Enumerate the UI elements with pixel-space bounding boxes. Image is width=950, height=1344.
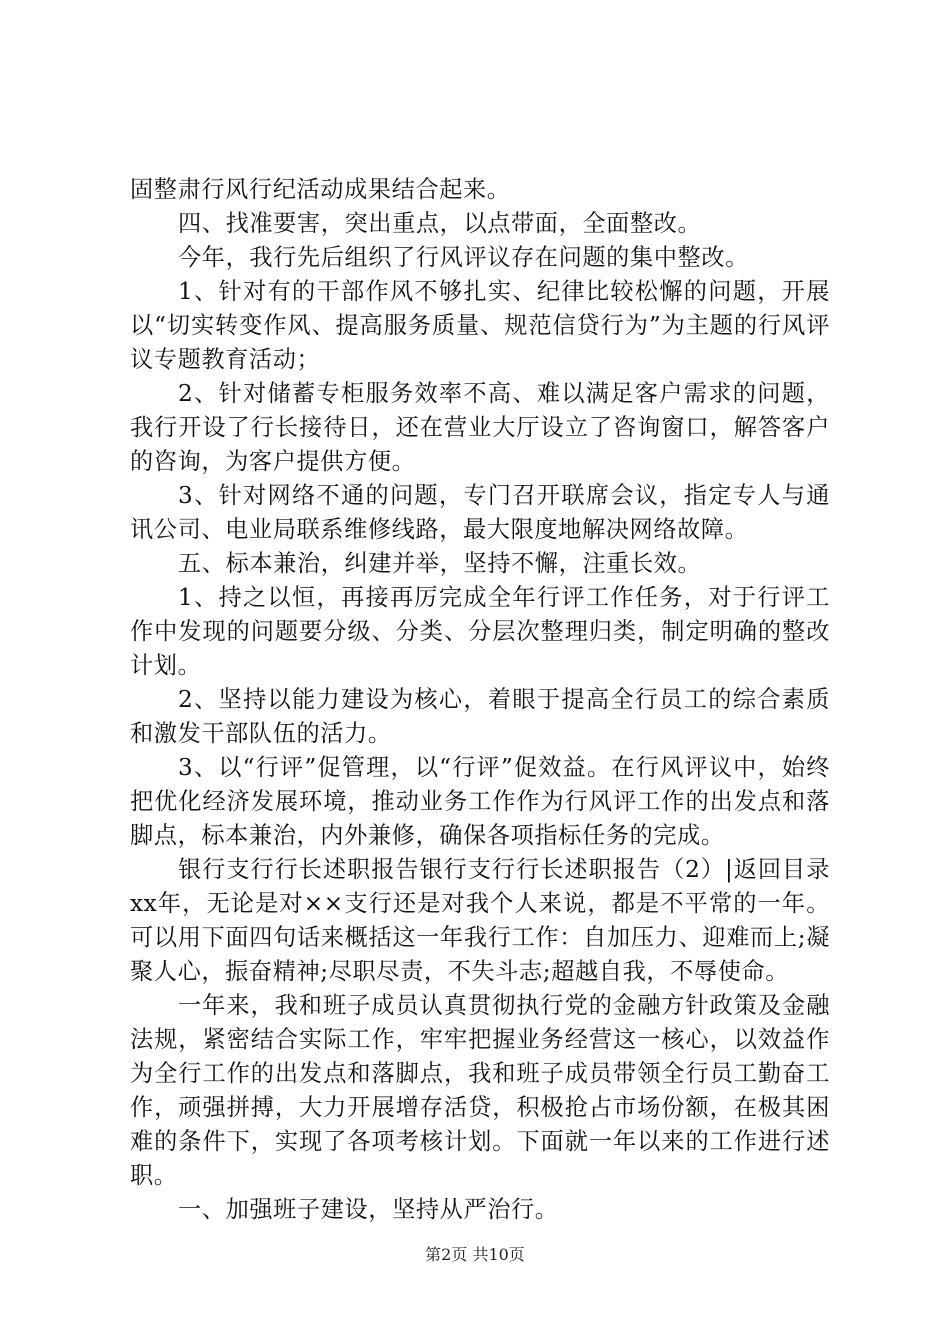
list-item: 3、针对网络不通的问题，专门召开联席会议，指定专人与通讯公司、电业局联系维修线路，最大限度地解决网络故障。 xyxy=(130,482,830,543)
list-item: 2、针对储蓄专柜服务效率不高、难以满足客户需求的问题，我行开设了行长接待日，还在营业大厅设立了咨询窗口，解答客户的咨询，为客户提供方便。 xyxy=(130,380,830,475)
list-item: 1、针对有的干部作风不够扎实、纪律比较松懈的问题，开展以“切实转变作风、提高服务质量、规范信贷行为”为主题的行风评议专题教育活动； xyxy=(130,278,830,373)
document-body xyxy=(130,173,830,1227)
paragraph: 一年来，我和班子成员认真贯彻执行党的金融方针政策及金融法规，紧密结合实际工作，牢牢把握业务经营这一核心，以效益作为全行工作的出发点和落脚点，我和班子成员带领全行员工勤奋工作，顽强拼搏，大力开展增存活贷，积极抢占市场份额，在极其困难的条件下，实现了各项考核计划。下面就一年以来的工作进行述职。 xyxy=(130,992,830,1189)
list-item: 3、以“行评”促管理，以“行评”促效益。在行风评议中，始终把优化经济发展环境，推动业务工作作为行风评工作的出发点和落脚点，标本兼治，内外兼修，确保各项指标任务的完成。 xyxy=(130,754,830,849)
page-number-footer: 第2页 共10页 xyxy=(425,1245,525,1264)
section-heading-one: 一、加强班子建设，坚持从严治行。 xyxy=(178,1196,559,1223)
paragraph: 银行支行行长述职报告银行支行行长述职报告（2）|返回目录xx年，无论是对××支行还是对我个人来说，都是不平常的一年。可以用下面四句话来概括这一年我行工作：自加压力、迎难而上;凝聚人心，振奋精神;尽职尽责，不失斗志;超越自我，不辱使命。 xyxy=(130,856,830,985)
list-item: 1、持之以恒，再接再厉完成全年行评工作任务，对于行评工作中发现的问题要分级、分类、分层次整理归类，制定明确的整改计划。 xyxy=(130,584,830,679)
list-item: 2、坚持以能力建设为核心，着眼于提高全行员工的综合素质和激发干部队伍的活力。 xyxy=(130,686,830,747)
section-heading-five: 五、标本兼治，纠建并举，坚持不懈，注重长效。 xyxy=(178,550,702,577)
paragraph-continuation: 固整肃行风行纪活动成果结合起来。 xyxy=(130,176,511,203)
paragraph: 今年，我行先后组织了行风评议存在问题的集中整改。 xyxy=(178,244,749,271)
section-heading-four: 四、找准要害，突出重点，以点带面，全面整改。 xyxy=(178,210,702,237)
